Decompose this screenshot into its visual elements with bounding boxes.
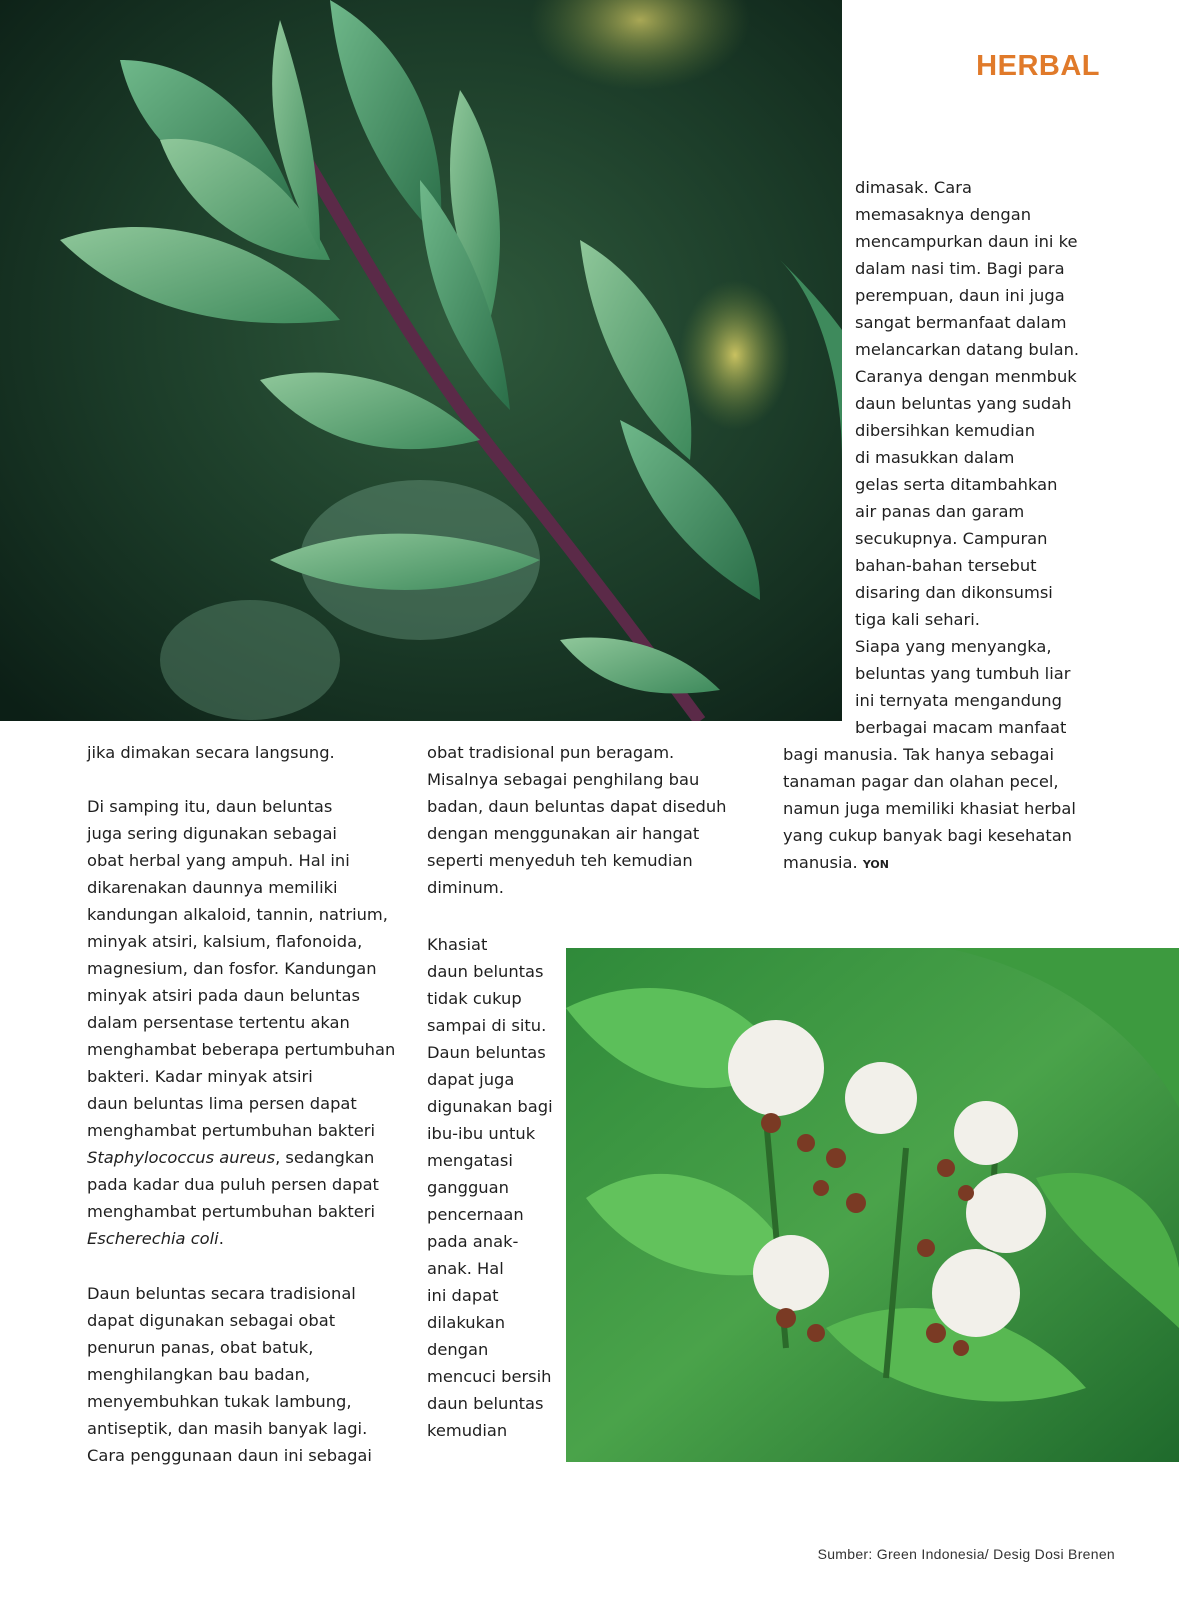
text-line: badan, daun beluntas dapat diseduh [427, 797, 727, 816]
text-line: Misalnya sebagai penghilang bau [427, 770, 700, 789]
text-line: disaring dan dikonsumsi [855, 583, 1053, 602]
text-line: dikarenakan daunnya memiliki [87, 878, 338, 897]
text-line: seperti menyeduh teh kemudian [427, 851, 693, 870]
text-line [87, 1148, 374, 1168]
text-line: berbagai macam manfaat [855, 718, 1067, 737]
text-line: Di samping itu, daun beluntas [87, 797, 333, 816]
text-line: menghambat pertumbuhan bakteri [87, 1121, 375, 1140]
text-line: menghilangkan bau badan, [87, 1365, 311, 1384]
text-line: pencernaan [427, 1205, 524, 1224]
text-line: daun beluntas lima persen dapat [87, 1094, 357, 1113]
text-line: Daun beluntas [427, 1043, 546, 1062]
text-line: dalam nasi tim. Bagi para [855, 259, 1065, 278]
text-line: dengan [427, 1340, 489, 1359]
text-line: kandungan alkaloid, tannin, natrium, [87, 905, 388, 924]
text-line: anak. Hal [427, 1259, 504, 1278]
text-line: obat tradisional pun beragam. [427, 743, 675, 762]
species-name: Escherechia coli [87, 1229, 219, 1248]
text-line: ibu-ibu untuk [427, 1124, 536, 1143]
beluntas-flowers-photo [566, 948, 1179, 1462]
text-line: Cara penggunaan daun ini sebagai [87, 1446, 372, 1465]
text-line: dapat juga [427, 1070, 515, 1089]
text-line: Khasiat [427, 935, 488, 954]
text-line: menghambat pertumbuhan bakteri [87, 1202, 375, 1221]
text-line: menghambat beberapa pertumbuhan [87, 1040, 396, 1059]
text-line: mencuci bersih [427, 1367, 552, 1386]
text-line: Caranya dengan menmbuk [855, 367, 1077, 386]
text-line [783, 853, 889, 875]
text-line: tiga kali sehari. [855, 610, 980, 629]
text-line: kemudian [427, 1421, 508, 1440]
text-line: perempuan, daun ini juga [855, 286, 1065, 305]
text-line: dapat digunakan sebagai obat [87, 1311, 336, 1330]
text-line: digunakan bagi [427, 1097, 553, 1116]
text-line: ini dapat [427, 1286, 499, 1305]
text-line: memasaknya dengan [855, 205, 1032, 224]
text-line: obat herbal yang ampuh. Hal ini [87, 851, 350, 870]
text-line: sangat bermanfaat dalam [855, 313, 1067, 332]
text-line: antiseptik, dan masih banyak lagi. [87, 1419, 368, 1438]
text-line: juga sering digunakan sebagai [87, 824, 337, 843]
text-line: Siapa yang menyangka, [855, 637, 1052, 656]
text-line: sampai di situ. [427, 1016, 547, 1035]
text-fragment: . [218, 1229, 224, 1248]
text-line: tidak cukup [427, 989, 522, 1008]
text-line: daun beluntas [427, 1394, 544, 1413]
text-line: bahan-bahan tersebut [855, 556, 1037, 575]
beluntas-leaves-photo [0, 0, 842, 721]
text-line: pada anak- [427, 1232, 519, 1251]
text-line: bagi manusia. Tak hanya sebagai [783, 745, 1055, 764]
text-line: penurun panas, obat batuk, [87, 1338, 314, 1357]
text-line: mencampurkan daun ini ke [855, 232, 1078, 251]
photo-credit: Sumber: Green Indonesia/ Desig Dosi Brenen [817, 1546, 1115, 1562]
text-line: yang cukup banyak bagi kesehatan [783, 826, 1072, 845]
text-line: dimasak. Cara [855, 178, 972, 197]
text-fragment: manusia. [783, 853, 858, 872]
text-line: namun juga memiliki khasiat herbal [783, 799, 1076, 818]
text-line: secukupnya. Campuran [855, 529, 1048, 548]
text-line: mengatasi [427, 1151, 513, 1170]
text-line: minyak atsiri pada daun beluntas [87, 986, 360, 1005]
text-line: dibersihkan kemudian [855, 421, 1036, 440]
text-line: ini ternyata mengandung [855, 691, 1062, 710]
text-line: dilakukan [427, 1313, 506, 1332]
text-line: tanaman pagar dan olahan pecel, [783, 772, 1059, 791]
text-line: gelas serta ditambahkan [855, 475, 1058, 494]
text-line: melancarkan datang bulan. [855, 340, 1080, 359]
text-line: di masukkan dalam [855, 448, 1015, 467]
text-line: dengan menggunakan air hangat [427, 824, 700, 843]
text-fragment: , sedangkan [275, 1148, 375, 1167]
text-line: magnesium, dan fosfor. Kandungan [87, 959, 377, 978]
text-line: diminum. [427, 878, 504, 897]
text-line: Daun beluntas secara tradisional [87, 1284, 356, 1303]
species-name: Staphylococcus aureus [87, 1148, 276, 1167]
text-line: bakteri. Kadar minyak atsiri [87, 1067, 313, 1086]
text-line [87, 1229, 224, 1249]
text-line: jika dimakan secara langsung. [87, 743, 335, 762]
text-line: daun beluntas yang sudah [855, 394, 1072, 413]
text-line: gangguan [427, 1178, 509, 1197]
text-line: menyembuhkan tukak lambung, [87, 1392, 352, 1411]
text-line: dalam persentase tertentu akan [87, 1013, 350, 1032]
text-line: air panas dan garam [855, 502, 1025, 521]
text-line: pada kadar dua puluh persen dapat [87, 1175, 379, 1194]
text-line: minyak atsiri, kalsium, flafonoida, [87, 932, 363, 951]
section-tag: HERBAL [976, 50, 1100, 82]
author-byline: YON [862, 858, 889, 871]
text-line: daun beluntas [427, 962, 544, 981]
text-line: beluntas yang tumbuh liar [855, 664, 1071, 683]
